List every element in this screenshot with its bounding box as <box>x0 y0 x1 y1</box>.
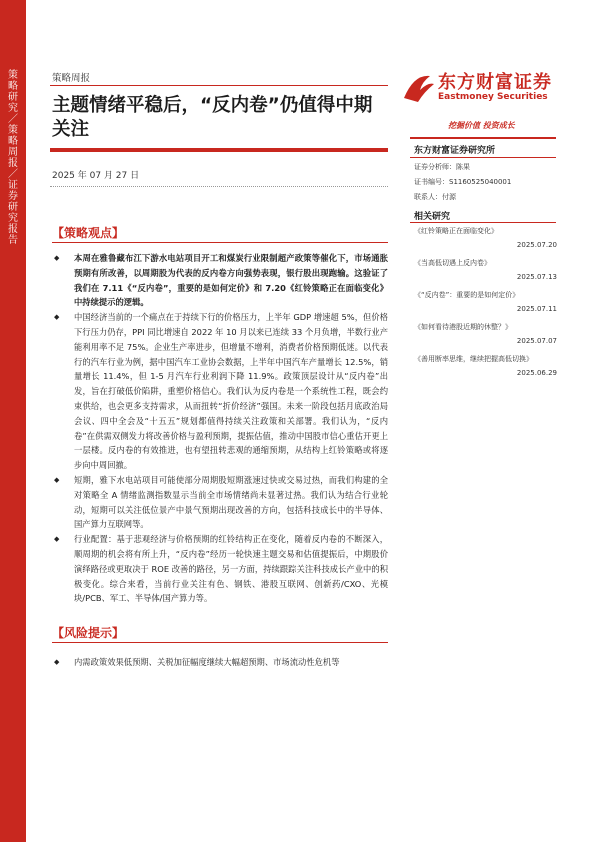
list-item-text: 行业配置：基于悲观经济与价格预期的红铃结构正在变化，随着反内卷的不断深入，顺周期的机会将有所上升，“反内卷”经历一轮快速主题交易和估值提振后，中期股价演绎路径或更取决于 ROE 改善的路径，另一方面，持续跟踪关注科技成长产业中的积极变化。综合来看，当前行业关注有色、钢铁、港股互联网、创新药/CXO、光模块/PCB、军工、半导体/国产算力等。 <box>74 534 388 604</box>
related-item-title[interactable]: 《“反内卷”：重要的是如何定价》 <box>414 291 520 299</box>
related-research-heading: 相关研究 <box>414 212 451 222</box>
diamond-icon: ◆ <box>54 658 60 666</box>
related-item-date: 2025.07.20 <box>516 241 557 249</box>
contact-person: 联系人：付源 <box>414 193 456 201</box>
list-item-text: 短期，雅下水电站项目可能使部分周期股短期涨速过快或交易过热，而我们构建的全对策略全 A 情绪监测指数显示当前全市场情绪尚未显著过热。我们认为结合行业轮动，短期可以关注低位景产中景气预期出现改善的方向，包括科技成长中的半导体、国产算力互联网等。 <box>74 474 388 530</box>
sidebar-label: 策略研究／策略周报／证券研究报告 <box>8 70 18 246</box>
list-item <box>52 310 388 473</box>
list-item <box>52 251 388 310</box>
related-item-title[interactable]: 《如何看待港股近期的休整？》 <box>414 323 512 331</box>
list-item <box>52 532 388 606</box>
list-item <box>52 473 388 532</box>
right-rule-thin <box>410 157 556 158</box>
right-rule <box>410 137 556 139</box>
diamond-icon: ◆ <box>54 313 60 322</box>
institute-name: 东方财富证券研究所 <box>414 146 496 156</box>
title-rule <box>50 148 388 152</box>
related-rule <box>410 222 556 223</box>
related-item-title[interactable]: 《当高低切遇上反内卷》 <box>414 259 491 267</box>
related-item-title[interactable]: 《善用断率思维，继续把握高低切换》 <box>414 355 533 363</box>
date-divider <box>50 186 388 187</box>
diamond-icon: ◆ <box>54 254 60 262</box>
section-risk-rule <box>52 642 388 643</box>
viewpoint-list <box>52 251 388 606</box>
doc-type: 策略周报 <box>52 73 91 84</box>
list-item-text: 中国经济当前的一个痛点在于持续下行的价格压力，上半年 GDP 增速超 5%，但价格下行压力仍存，PPI 同比增速自 2022 年 10 月以来已连续 33 个月负增，半数行业产能利用率不足 75%。企业生产率进步，但增量不增利，消费者价格预期低迷。以代表行的汽车行业为例，据中国汽车工业协会数据，上半年中国汽车产量增长 12.5%，销量增长 11.4%，但 1-5 月汽车行业利润下降 11.9%。政策顶层设计从“反内卷”出发，旨在打破低价陷阱，重塑价格信心。我们认为反内卷是一个系统性工程，既会约束供给，也会更多支持需求，从而扭转“折价经济”强国。未来一阶段包括月底政治局会议、四中全会及“十五五”规划都值得持续关注政策和关部署。我们认为，“反内卷”在供需双侧发力将改善价格与盈利预期，提振估值，推动中国股市信心重估开更上一层楼。反内卷的有效推进，也有望扭转悲观的通缩预期，从结构上红铃策略或将逐步向中周回撤。 <box>74 312 388 471</box>
diamond-icon: ◆ <box>54 475 60 484</box>
section-viewpoint-heading: 【策略观点】 <box>52 226 125 240</box>
certificate-number: 证书编号：S1160525040001 <box>414 178 512 186</box>
section-risk-heading: 【风险提示】 <box>52 626 125 640</box>
page-title: 主题情绪平稳后，“反内卷”仍值得中期关注 <box>52 95 373 140</box>
logo-text-en: Eastmoney Securities <box>438 92 548 102</box>
report-date: 2025 年 07 月 27 日 <box>52 171 140 181</box>
diamond-icon: ◆ <box>54 535 60 544</box>
related-item-title[interactable]: 《红铃策略正在面临变化》 <box>414 227 498 235</box>
related-item-date: 2025.06.29 <box>516 369 557 377</box>
list-item-text: 本周在雅鲁藏布江下游水电站项目开工和煤炭行业限制超产政策等催化下，市场通胀预期有所改善，以周期股为代表的反内卷方向强势表现，银行股出现跑输。这验证了我们在 7.11《“反内卷”，重要的是如何定价》和 7.20《红铃策略正在面临变化》中持续提示的逻辑。 <box>74 253 388 308</box>
related-item-date: 2025.07.13 <box>516 273 557 281</box>
list-item-text: 内需政策效果低预期、关税加征幅度继续大幅超预期、市场流动性危机等 <box>74 657 340 667</box>
risk-list <box>52 655 388 670</box>
list-item <box>52 655 388 670</box>
section-viewpoint-rule <box>52 242 388 243</box>
analyst-name: 证券分析师：陈果 <box>414 163 470 171</box>
related-item-date: 2025.07.07 <box>516 337 557 345</box>
slogan: 挖掘价值 投资成长 <box>448 121 515 130</box>
related-item-date: 2025.07.11 <box>516 305 557 313</box>
logo-text-cn: 东方财富证券 <box>438 72 552 93</box>
header-rule <box>50 85 388 86</box>
